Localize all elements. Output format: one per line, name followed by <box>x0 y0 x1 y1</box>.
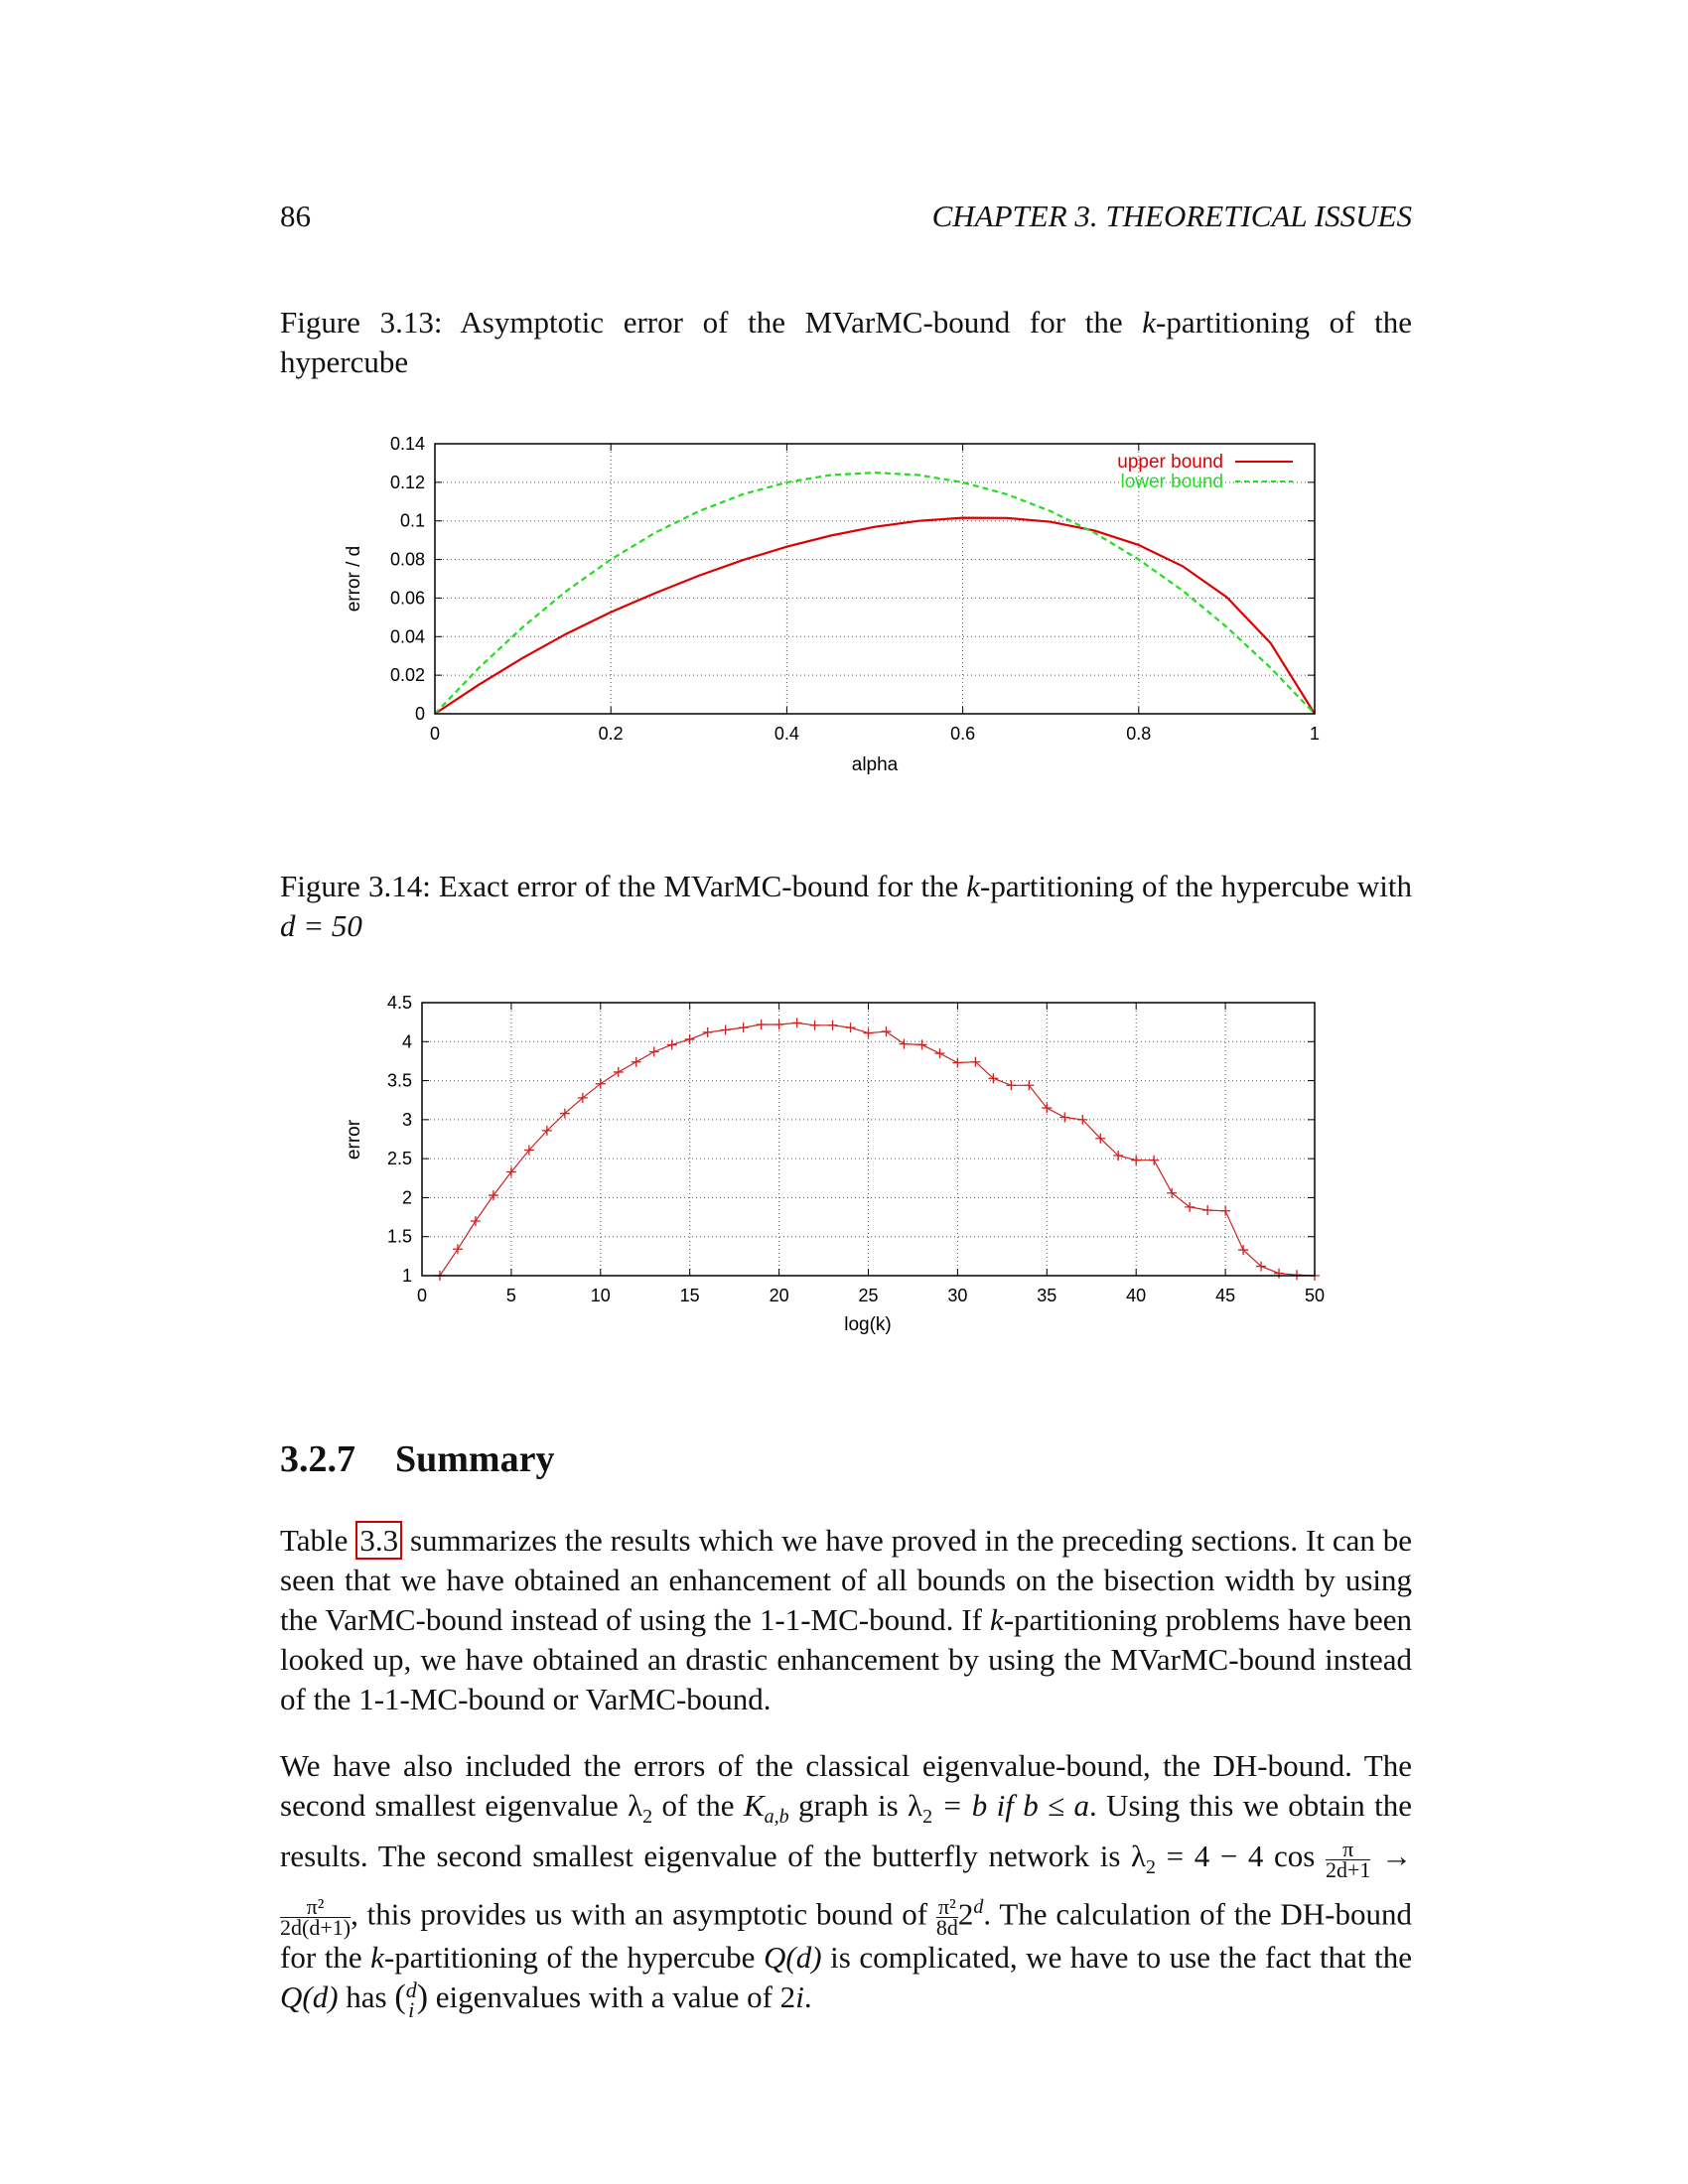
math-var: i <box>795 1979 804 2015</box>
data-point <box>1274 1269 1284 1279</box>
caption-text: Asymptotic error of the MVarMC-bound for the <box>460 305 1143 340</box>
section-heading <box>280 1437 554 1481</box>
paragraph-eigenvalue <box>280 1746 1412 2020</box>
caption-text: -partitioning of the hypercube <box>280 305 1412 379</box>
text: of the <box>652 1788 744 1823</box>
y-tick-label: 0 <box>414 704 425 724</box>
text: Table <box>280 1523 356 1558</box>
math-lambda: λ <box>628 1788 643 1823</box>
y-tick-label: 3.5 <box>386 1070 412 1091</box>
y-tick-label: 4 <box>401 1031 412 1052</box>
data-point <box>489 1190 498 1200</box>
y-axis-label: error / d <box>344 545 364 613</box>
y-tick-label: 0.04 <box>389 626 425 647</box>
math-sub: 2 <box>922 1806 933 1829</box>
text: We have also included the errors of the classical eigenvalue-bound, the DH-bound. The second smallest eigenvalue <box>280 1748 1412 1823</box>
data-point <box>1167 1188 1177 1198</box>
x-axis-label: log(k) <box>844 1314 892 1335</box>
math-var: k <box>370 1940 384 1976</box>
x-tick-label: 0 <box>416 1286 428 1305</box>
data-point <box>1202 1205 1212 1215</box>
frac-den: 2d(d+1) <box>280 1915 352 1941</box>
x-tick-label: 15 <box>679 1286 700 1305</box>
data-point <box>649 1047 659 1057</box>
y-tick-label: 0.14 <box>389 434 425 454</box>
math-var: k <box>989 1602 1004 1637</box>
x-tick-label: 0.2 <box>598 724 624 744</box>
data-point <box>1131 1156 1141 1165</box>
x-tick-label: 20 <box>769 1286 789 1305</box>
caption-label: Figure 3.14: <box>280 869 431 903</box>
frac-num: π² <box>280 1897 351 1918</box>
data-point <box>881 1026 891 1036</box>
data-point <box>934 1048 944 1058</box>
frac-num: π <box>1326 1840 1370 1860</box>
caption-label: Figure 3.13: <box>280 305 443 340</box>
text: . <box>803 1979 812 2015</box>
table-reference-link[interactable]: 3.3 <box>355 1521 402 1560</box>
caption-var: k <box>1142 305 1157 340</box>
math-var: Q(d) <box>280 1979 339 2015</box>
data-point <box>899 1039 909 1049</box>
data-point <box>614 1067 624 1077</box>
data-point <box>453 1244 463 1254</box>
series-line-exact-error <box>440 1023 1315 1276</box>
y-tick-label: 3 <box>401 1109 412 1130</box>
binomial <box>405 1977 417 2022</box>
caption-var: k <box>966 869 980 903</box>
x-tick-label: 25 <box>858 1286 879 1305</box>
data-point <box>1220 1206 1230 1216</box>
data-point <box>1149 1156 1159 1165</box>
data-point <box>703 1027 713 1037</box>
x-tick-label: 0.6 <box>950 724 976 744</box>
fraction <box>935 1894 958 1941</box>
frac-num: π² <box>936 1897 958 1918</box>
binom-bottom: i <box>408 1996 415 2022</box>
y-tick-label: 1 <box>401 1266 412 1286</box>
x-tick-label: 0.8 <box>1126 724 1152 744</box>
math-sub: 2 <box>1146 1856 1157 1879</box>
paragraph-summary <box>280 1521 1412 1719</box>
math-sup: d <box>973 1896 984 1919</box>
series-group <box>435 1018 1320 1281</box>
legend-label-upper: upper bound <box>1117 452 1223 473</box>
section-number: 3.2.7 <box>280 1438 355 1480</box>
math-lambda: λ <box>1131 1839 1147 1874</box>
text: . Using this we obtain the results. The second smallest eigenvalue of the butterfly network is <box>280 1788 1412 1874</box>
text: has <box>338 1979 395 2015</box>
page-number: 86 <box>280 199 311 233</box>
x-tick-label: 0.4 <box>774 724 799 744</box>
running-header: CHAPTER 3. THEORETICAL ISSUES <box>931 199 1412 233</box>
math-eq: = 4 − 4 cos <box>1156 1839 1326 1874</box>
y-tick-label: 4.5 <box>386 993 412 1013</box>
x-tick-label: 35 <box>1037 1286 1057 1305</box>
data-point <box>757 1020 767 1029</box>
data-point <box>685 1034 695 1044</box>
y-tick-label: 1.5 <box>386 1226 412 1247</box>
y-tick-label: 0.06 <box>389 588 425 609</box>
data-point <box>1006 1080 1016 1090</box>
x-tick-label: 10 <box>590 1286 611 1305</box>
data-point <box>471 1216 481 1226</box>
data-point <box>1024 1080 1034 1090</box>
x-tick-label: 30 <box>947 1286 968 1305</box>
grid-lines <box>422 1003 1315 1276</box>
data-point <box>846 1023 856 1032</box>
data-point <box>774 1020 784 1029</box>
data-point <box>916 1039 926 1049</box>
legend-label-lower: lower bound <box>1120 472 1223 492</box>
math-eq: = b if b ≤ a <box>932 1788 1089 1823</box>
axis-ticks <box>387 993 1325 1305</box>
math-sub: 2 <box>642 1806 653 1829</box>
y-tick-label: 0.12 <box>389 472 425 492</box>
x-tick-label: 5 <box>505 1286 516 1305</box>
data-point <box>739 1023 749 1032</box>
section-title: Summary <box>395 1438 555 1480</box>
text: eigenvalues with a value of 2 <box>428 1979 796 2015</box>
frac-den: 8d <box>935 1915 958 1941</box>
data-point <box>632 1057 641 1067</box>
caption-equation: d = 50 <box>280 908 362 943</box>
data-point <box>864 1028 874 1038</box>
x-tick-label: 50 <box>1304 1286 1326 1305</box>
math-arrow: → <box>1370 1839 1412 1874</box>
text: graph is <box>788 1788 909 1823</box>
text: . The calculation of the DH-bound for the <box>280 1896 1413 1976</box>
math-sub: a,b <box>764 1806 789 1829</box>
math-var: K <box>743 1788 765 1823</box>
text: is complicated, we have to use the fact that the <box>821 1940 1412 1976</box>
y-tick-label: 2 <box>401 1187 412 1208</box>
data-point <box>1059 1113 1069 1123</box>
y-tick-label: 2.5 <box>386 1149 412 1169</box>
data-point <box>1292 1270 1302 1280</box>
data-point <box>721 1025 731 1035</box>
math-lambda: λ <box>908 1788 923 1823</box>
x-tick-label: 40 <box>1126 1286 1147 1305</box>
caption-text: Exact error of the MVarMC-bound for the <box>438 869 967 903</box>
text: -partitioning problems have been looked up, we have obtained an drastic enhancement by using the MVarMC-bound instead of the 1-1-MC-bound or VarMC-bound. <box>280 1602 1412 1716</box>
fraction <box>1325 1836 1371 1882</box>
data-point <box>952 1058 962 1068</box>
y-tick-label: 0.02 <box>389 665 425 686</box>
binom-top: d <box>405 1977 417 2002</box>
plot-frame <box>422 1003 1315 1276</box>
y-tick-label: 0.1 <box>399 510 425 531</box>
data-point <box>792 1018 802 1027</box>
x-tick-label: 0 <box>429 724 441 744</box>
data-point <box>828 1021 838 1030</box>
frac-den: 2d+1 <box>1325 1856 1371 1882</box>
caption-text: -partitioning of the hypercube with <box>980 869 1412 903</box>
x-axis-label: alpha <box>851 754 899 775</box>
text: -partitioning of the hypercube <box>383 1940 764 1976</box>
y-tick-label: 0.08 <box>389 549 425 570</box>
fraction <box>280 1894 352 1941</box>
data-point <box>810 1021 820 1030</box>
math-eq: 2 <box>957 1896 974 1932</box>
x-tick-label: 1 <box>1309 724 1321 744</box>
data-point <box>1185 1202 1195 1212</box>
binomial-open: ( <box>394 1979 406 2016</box>
y-axis-label: error <box>344 1119 364 1160</box>
binomial-close: ) <box>416 1979 429 2016</box>
x-tick-label: 45 <box>1215 1286 1236 1305</box>
text: summarizes the results which we have proved in the preceding sections. It can be seen that we have obtained an enhancement of all bounds on the bisection width by using the VarMC-bound instead of using the 1-1-MC-bound. If <box>280 1523 1413 1637</box>
math-var: Q(d) <box>764 1940 822 1976</box>
text: , this provides us with an asymptotic bound of <box>351 1896 936 1932</box>
